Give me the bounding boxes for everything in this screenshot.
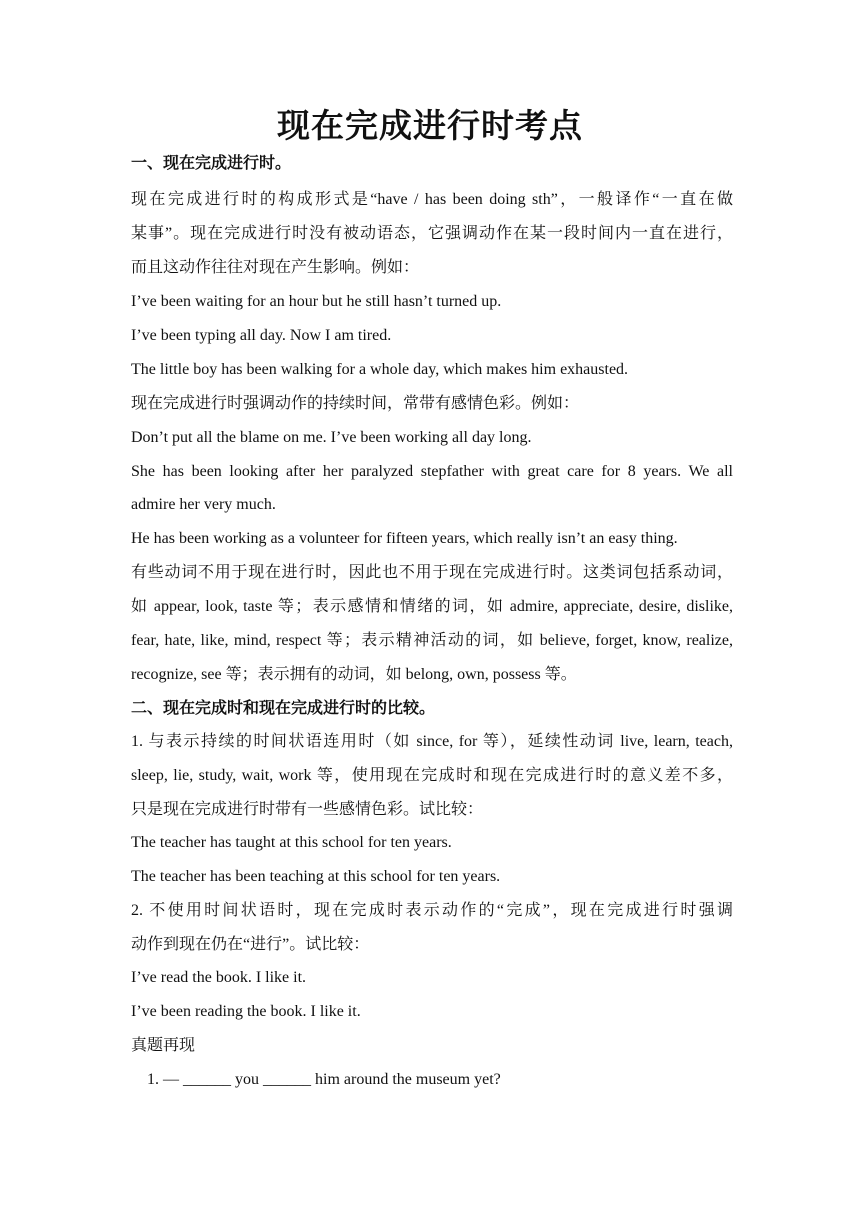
example-sentence: I’ve been reading the book. I like it. bbox=[131, 1003, 361, 1020]
paragraph-line: 1. 与表示持续的时间状语连用时（如 since, for 等），延续性动词 live, learn, teach, bbox=[131, 733, 733, 750]
paragraph-line: 而且这动作往往对现在产生影响。例如： bbox=[131, 259, 420, 276]
paragraph-line: 只是现在完成进行时带有一些感情色彩。试比较： bbox=[131, 801, 484, 818]
paragraph-line: 2. 不使用时间状语时，现在完成时表示动作的“完成”，现在完成进行时强调 bbox=[131, 902, 733, 919]
example-sentence: admire her very much. bbox=[131, 496, 276, 513]
section-heading-2: 二、现在完成时和现在完成进行时的比较。 bbox=[131, 698, 436, 717]
example-sentence: I’ve been waiting for an hour but he still hasn’t turned up. bbox=[131, 293, 502, 310]
section-label: 真题再现 bbox=[131, 1037, 196, 1054]
paragraph-line: recognize, see 等；表示拥有的动词，如 belong, own, possess 等。 bbox=[131, 666, 577, 683]
paragraph-line: 有些动词不用于现在进行时，因此也不用于现在完成进行时。这类词包括系动词， bbox=[131, 564, 733, 581]
exercise-question: 1. — ______ you ______ him around the museum yet? bbox=[147, 1071, 501, 1088]
example-sentence: The little boy has been walking for a whole day, which makes him exhausted. bbox=[131, 361, 629, 378]
example-sentence: She has been looking after her paralyzed stepfather with great care for 8 years. We all bbox=[131, 463, 733, 480]
paragraph-line: 现在完成进行时强调动作的持续时间，常带有感情色彩。例如： bbox=[131, 395, 580, 412]
example-sentence: I’ve read the book. I like it. bbox=[131, 969, 307, 986]
page-title: 现在完成进行时考点 bbox=[277, 106, 583, 145]
section-heading-1: 一、现在完成进行时。 bbox=[131, 153, 292, 172]
example-sentence: I’ve been typing all day. Now I am tired. bbox=[131, 327, 392, 344]
paragraph-line: 动作到现在仍在“进行”。试比较： bbox=[131, 936, 370, 953]
paragraph-line: 现在完成进行时的构成形式是“have / has been doing sth”，一般译作“一直在做 bbox=[131, 191, 733, 208]
example-sentence: The teacher has taught at this school for ten years. bbox=[131, 834, 452, 851]
paragraph-line: 某事”。现在完成进行时没有被动语态，它强调动作在某一段时间内一直在进行， bbox=[131, 225, 733, 242]
paragraph-line: 如 appear, look, taste 等；表示感情和情绪的词，如 admire, appreciate, desire, dislike, bbox=[131, 598, 733, 615]
example-sentence: Don’t put all the blame on me. I’ve been working all day long. bbox=[131, 429, 532, 446]
example-sentence: He has been working as a volunteer for fifteen years, which really isn’t an easy thing. bbox=[131, 530, 678, 547]
paragraph-line: fear, hate, like, mind, respect 等；表示精神活动的词，如 believe, forget, know, realize, bbox=[131, 632, 733, 649]
paragraph-line: sleep, lie, study, wait, work 等，使用现在完成时和现在完成进行时的意义差不多， bbox=[131, 767, 733, 784]
example-sentence: The teacher has been teaching at this school for ten years. bbox=[131, 868, 501, 885]
